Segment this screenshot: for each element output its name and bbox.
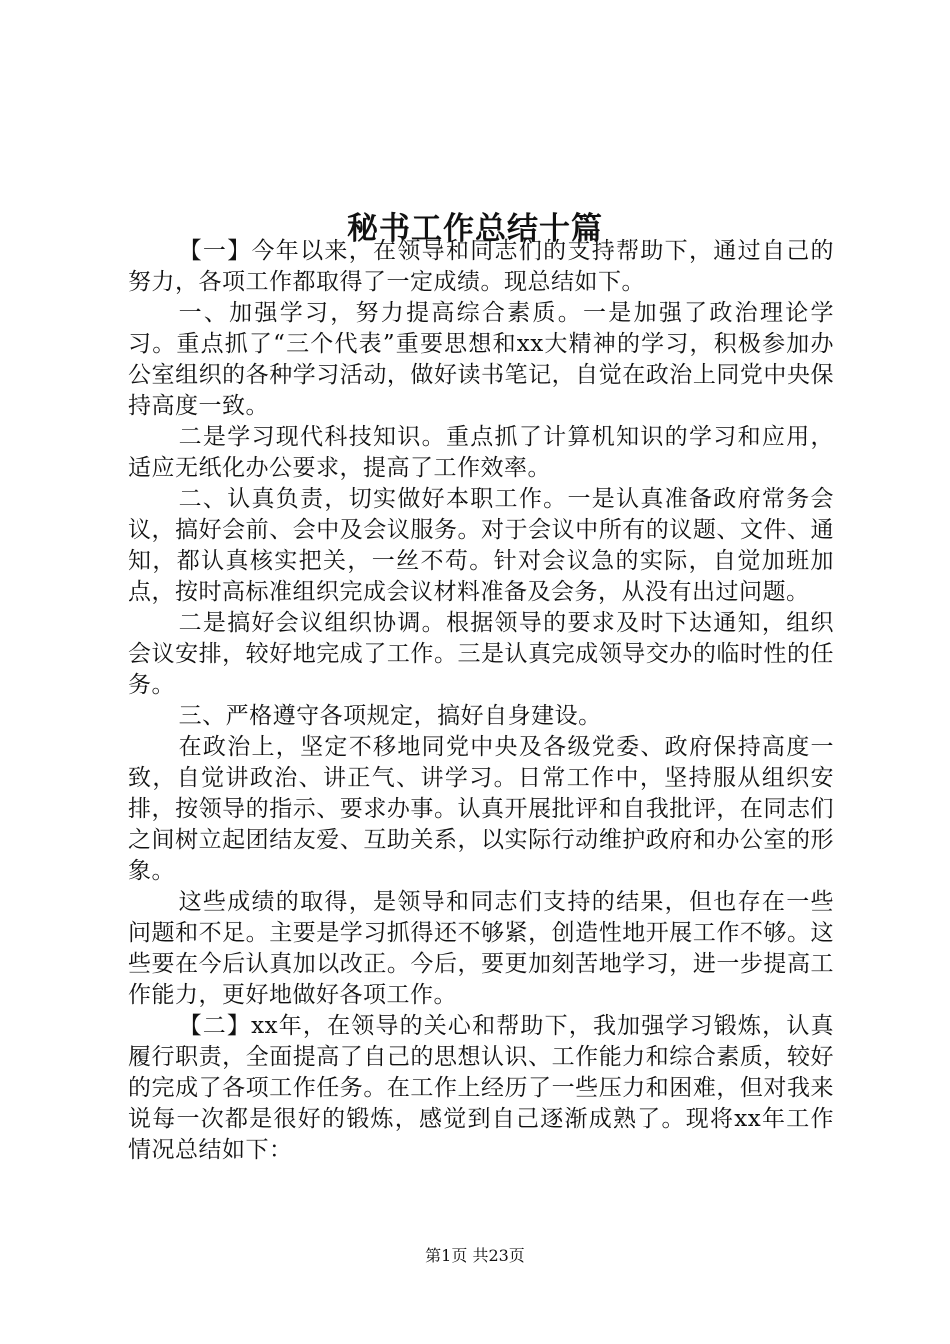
paragraph: 三、严格遵守各项规定，搞好自身建设。 xyxy=(178,703,602,729)
paragraph: 【一】今年以来，在领导和同志们的支持帮助下，通过自己的努力，各项工作都取得了一定成绩。现总结如下。 xyxy=(128,238,834,295)
document-body xyxy=(128,236,834,1166)
paragraph: 二是学习现代科技知识。重点抓了计算机知识的学习和应用，适应无纸化办公要求，提高了工作效率。 xyxy=(128,424,834,481)
paragraph: 一、加强学习，努力提高综合素质。一是加强了政治理论学习。重点抓了“三个代表”重要思想和xx大精神的学习，积极参加办公室组织的各种学习活动，做好读书笔记，自觉在政治上同党中央保持高度一致。 xyxy=(128,300,834,419)
paragraph: 这些成绩的取得，是领导和同志们支持的结果，但也存在一些问题和不足。主要是学习抓得还不够紧，创造性地开展工作不够。这些要在今后认真加以改正。今后，要更加刻苦地学习，进一步提高工作能力，更好地做好各项工作。 xyxy=(128,889,834,1008)
paragraph: 在政治上，坚定不移地同党中央及各级党委、政府保持高度一致，自觉讲政治、讲正气、讲学习。日常工作中，坚持服从组织安排，按领导的指示、要求办事。认真开展批评和自我批评，在同志们之间树立起团结友爱、互助关系，以实际行动维护政府和办公室的形象。 xyxy=(128,734,834,884)
paragraph: 二、认真负责，切实做好本职工作。一是认真准备政府常务会议，搞好会前、会中及会议服务。对于会议中所有的议题、文件、通知，都认真核实把关，一丝不苟。针对会议急的实际，自觉加班加点，按时高标准组织完成会议材料准备及会务，从没有出过问题。 xyxy=(128,486,834,605)
document-title: 秘书工作总结十篇 xyxy=(347,210,603,247)
paragraph: 二是搞好会议组织协调。根据领导的要求及时下达通知，组织会议安排，较好地完成了工作。三是认真完成领导交办的临时性的任务。 xyxy=(128,610,834,698)
paragraph: 【二】xx年，在领导的关心和帮助下，我加强学习锻炼，认真履行职责，全面提高了自己的思想认识、工作能力和综合素质，较好的完成了各项工作任务。在工作上经历了一些压力和困难，但对我来说每一次都是很好的锻炼，感觉到自己逐渐成熟了。现将xx年工作情况总结如下： xyxy=(128,1013,834,1163)
page-number-footer: 第1页 共23页 xyxy=(425,1246,525,1265)
